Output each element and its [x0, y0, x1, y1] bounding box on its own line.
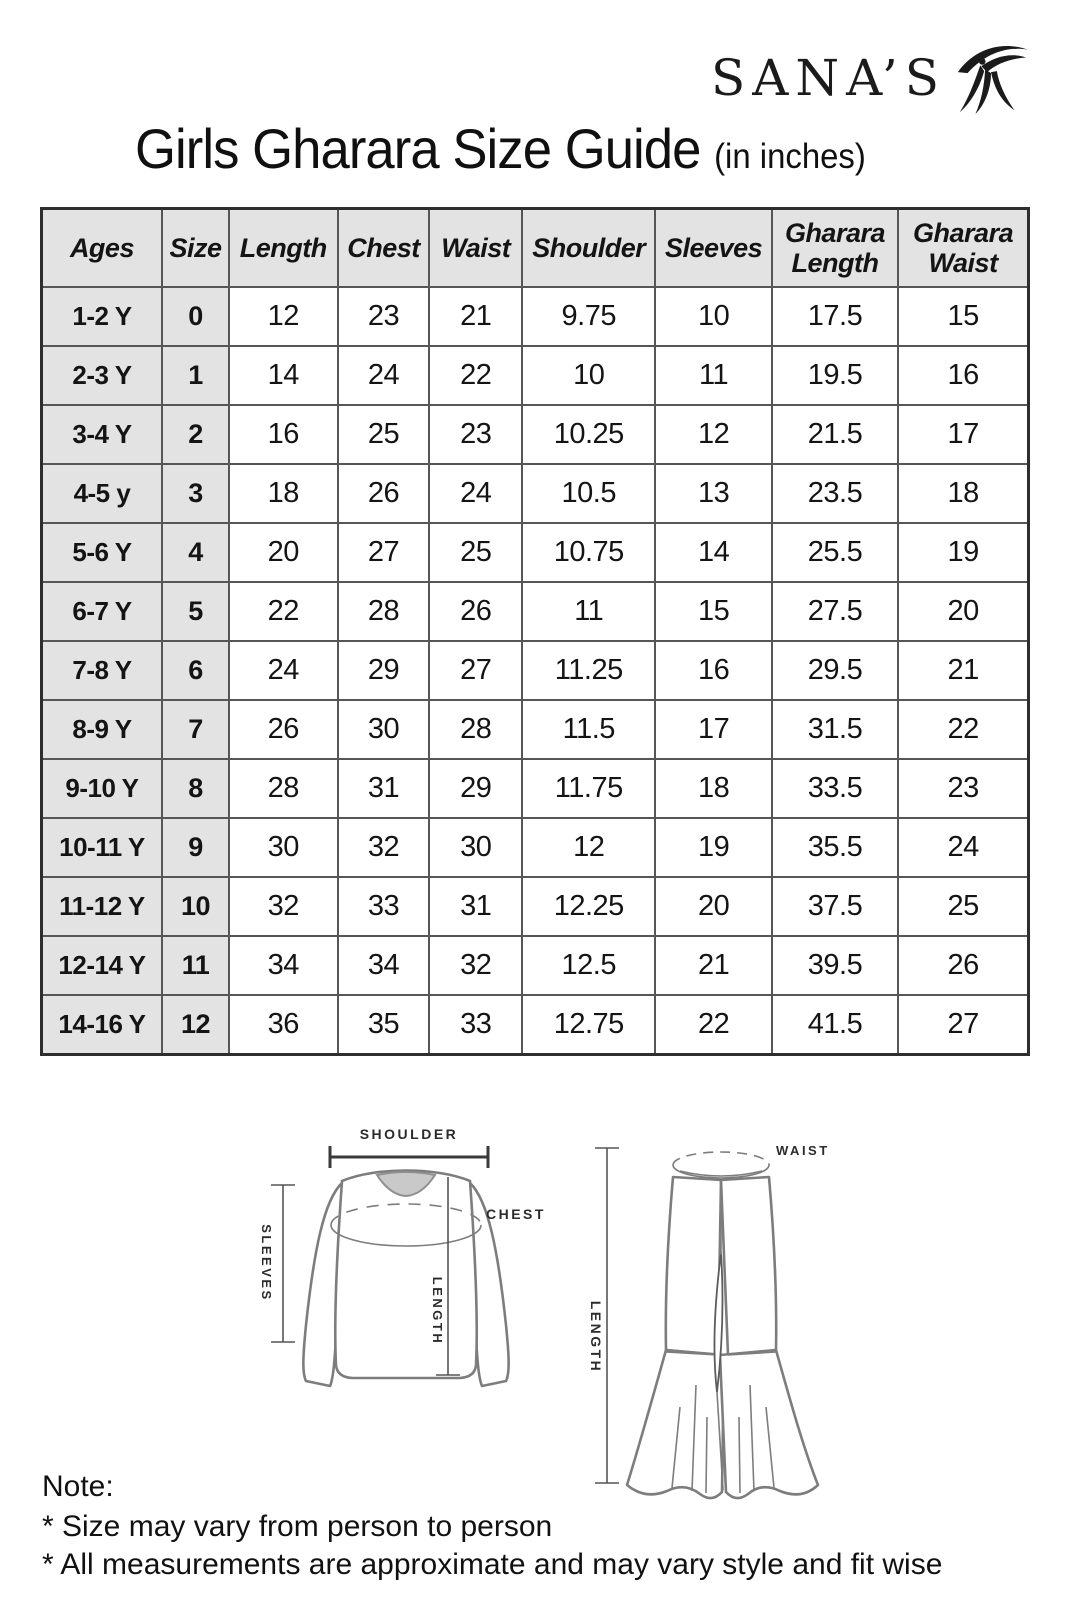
cell-gharara-length: 25.5	[772, 523, 898, 582]
cell-gharara-length: 19.5	[772, 346, 898, 405]
cell-waist: 23	[429, 405, 522, 464]
cell-waist: 21	[429, 287, 522, 346]
cell-waist: 31	[429, 877, 522, 936]
cell-waist: 27	[429, 641, 522, 700]
cell-chest: 28	[338, 582, 430, 641]
cell-gharara-length: 41.5	[772, 995, 898, 1055]
cell-length: 24	[229, 641, 338, 700]
table-row	[42, 405, 1029, 464]
cell-waist: 24	[429, 464, 522, 523]
cell-ages: 6-7 Y	[42, 582, 162, 641]
col-header-waist: Waist	[429, 209, 522, 288]
cell-sleeves: 15	[655, 582, 771, 641]
brand-logo	[711, 40, 1030, 116]
cell-waist: 22	[429, 346, 522, 405]
brand-name: SANA’S	[710, 49, 946, 107]
cell-gharara-waist: 23	[898, 759, 1028, 818]
col-header-shoulder: Shoulder	[522, 209, 655, 288]
cell-chest: 24	[338, 346, 430, 405]
cell-length: 12	[229, 287, 338, 346]
cell-gharara-length: 39.5	[772, 936, 898, 995]
cell-shoulder: 9.75	[522, 287, 655, 346]
cell-waist: 25	[429, 523, 522, 582]
cell-length: 26	[229, 700, 338, 759]
cell-size: 10	[162, 877, 229, 936]
cell-size: 5	[162, 582, 229, 641]
cell-sleeves: 21	[655, 936, 771, 995]
flowing-dress-figure-icon	[952, 40, 1030, 116]
shoulder-label: SHOULDER	[359, 1126, 459, 1142]
cell-gharara-length: 31.5	[772, 700, 898, 759]
table-row	[42, 995, 1029, 1055]
cell-chest: 30	[338, 700, 430, 759]
cell-chest: 32	[338, 818, 430, 877]
page-title-text: Girls Gharara Size Guide	[135, 117, 701, 180]
col-header-sleeves: Sleeves	[655, 209, 771, 288]
cell-ages: 5-6 Y	[42, 523, 162, 582]
cell-ages: 8-9 Y	[42, 700, 162, 759]
cell-sleeves: 12	[655, 405, 771, 464]
cell-shoulder: 10.25	[522, 405, 655, 464]
cell-length: 22	[229, 582, 338, 641]
gharara-waist-label: WAIST	[776, 1143, 830, 1158]
cell-waist: 29	[429, 759, 522, 818]
cell-shoulder: 11.25	[522, 641, 655, 700]
cell-gharara-length: 27.5	[772, 582, 898, 641]
top-length-label: LENGTH	[430, 1276, 445, 1346]
cell-size: 3	[162, 464, 229, 523]
cell-gharara-waist: 22	[898, 700, 1028, 759]
cell-shoulder: 10.75	[522, 523, 655, 582]
cell-length: 28	[229, 759, 338, 818]
chest-label: CHEST	[486, 1206, 546, 1222]
cell-sleeves: 20	[655, 877, 771, 936]
cell-size: 2	[162, 405, 229, 464]
cell-sleeves: 19	[655, 818, 771, 877]
cell-shoulder: 10.5	[522, 464, 655, 523]
cell-gharara-waist: 24	[898, 818, 1028, 877]
cell-gharara-waist: 19	[898, 523, 1028, 582]
cell-gharara-length: 35.5	[772, 818, 898, 877]
table-row	[42, 582, 1029, 641]
table-row	[42, 818, 1029, 877]
cell-shoulder: 12	[522, 818, 655, 877]
cell-sleeves: 13	[655, 464, 771, 523]
cell-gharara-waist: 15	[898, 287, 1028, 346]
cell-ages: 1-2 Y	[42, 287, 162, 346]
cell-gharara-waist: 25	[898, 877, 1028, 936]
col-header-chest: Chest	[338, 209, 430, 288]
cell-length: 34	[229, 936, 338, 995]
page-title-unit: (in inches)	[714, 137, 866, 176]
table-row	[42, 759, 1029, 818]
note-section	[42, 1468, 942, 1584]
cell-chest: 26	[338, 464, 430, 523]
cell-shoulder: 11.5	[522, 700, 655, 759]
table-row	[42, 641, 1029, 700]
cell-gharara-length: 17.5	[772, 287, 898, 346]
cell-waist: 26	[429, 582, 522, 641]
cell-gharara-length: 21.5	[772, 405, 898, 464]
cell-chest: 25	[338, 405, 430, 464]
cell-shoulder: 11	[522, 582, 655, 641]
cell-gharara-waist: 21	[898, 641, 1028, 700]
col-header-gharara-waist: Gharara Waist	[898, 209, 1028, 288]
cell-length: 14	[229, 346, 338, 405]
cell-length: 16	[229, 405, 338, 464]
table-row	[42, 287, 1029, 346]
table-row	[42, 877, 1029, 936]
cell-sleeves: 10	[655, 287, 771, 346]
cell-sleeves: 18	[655, 759, 771, 818]
cell-ages: 14-16 Y	[42, 995, 162, 1055]
cell-chest: 35	[338, 995, 430, 1055]
cell-gharara-length: 29.5	[772, 641, 898, 700]
cell-waist: 30	[429, 818, 522, 877]
header-row	[42, 209, 1029, 288]
col-header-gharara-length: Gharara Length	[772, 209, 898, 288]
note-line: * All measurements are approximate and may vary style and fit wise	[42, 1548, 943, 1581]
cell-length: 36	[229, 995, 338, 1055]
cell-chest: 34	[338, 936, 430, 995]
cell-ages: 2-3 Y	[42, 346, 162, 405]
note-line: * Size may vary from person to person	[42, 1510, 553, 1543]
cell-ages: 12-14 Y	[42, 936, 162, 995]
col-header-ages: Ages	[42, 209, 162, 288]
cell-size: 0	[162, 287, 229, 346]
cell-shoulder: 12.75	[522, 995, 655, 1055]
cell-size: 11	[162, 936, 229, 995]
sleeves-label: SLEEVES	[259, 1224, 274, 1302]
cell-ages: 10-11 Y	[42, 818, 162, 877]
cell-size: 1	[162, 346, 229, 405]
gharara-measurement-diagram	[550, 1085, 880, 1505]
cell-chest: 33	[338, 877, 430, 936]
cell-length: 20	[229, 523, 338, 582]
size-table	[40, 207, 1030, 1056]
cell-waist: 28	[429, 700, 522, 759]
cell-sleeves: 16	[655, 641, 771, 700]
cell-waist: 33	[429, 995, 522, 1055]
cell-ages: 3-4 Y	[42, 405, 162, 464]
cell-gharara-waist: 16	[898, 346, 1028, 405]
cell-length: 30	[229, 818, 338, 877]
cell-chest: 27	[338, 523, 430, 582]
cell-chest: 29	[338, 641, 430, 700]
table-row	[42, 346, 1029, 405]
cell-sleeves: 17	[655, 700, 771, 759]
table-row	[42, 464, 1029, 523]
cell-gharara-waist: 27	[898, 995, 1028, 1055]
cell-ages: 7-8 Y	[42, 641, 162, 700]
cell-gharara-length: 37.5	[772, 877, 898, 936]
cell-chest: 31	[338, 759, 430, 818]
cell-size: 8	[162, 759, 229, 818]
cell-gharara-waist: 26	[898, 936, 1028, 995]
cell-length: 32	[229, 877, 338, 936]
cell-gharara-waist: 20	[898, 582, 1028, 641]
cell-sleeves: 11	[655, 346, 771, 405]
col-header-length: Length	[229, 209, 338, 288]
cell-shoulder: 10	[522, 346, 655, 405]
kurta-measurement-diagram	[230, 1085, 560, 1405]
gharara-length-label: LENGTH	[588, 1300, 604, 1374]
page-title	[135, 116, 866, 181]
cell-shoulder: 12.5	[522, 936, 655, 995]
table-row	[42, 936, 1029, 995]
cell-gharara-length: 23.5	[772, 464, 898, 523]
cell-gharara-waist: 17	[898, 405, 1028, 464]
col-header-size: Size	[162, 209, 229, 288]
note-heading: Note:	[42, 1470, 114, 1503]
cell-gharara-length: 33.5	[772, 759, 898, 818]
cell-ages: 4-5 y	[42, 464, 162, 523]
cell-shoulder: 11.75	[522, 759, 655, 818]
cell-size: 6	[162, 641, 229, 700]
cell-sleeves: 22	[655, 995, 771, 1055]
cell-ages: 11-12 Y	[42, 877, 162, 936]
cell-length: 18	[229, 464, 338, 523]
cell-size: 12	[162, 995, 229, 1055]
cell-ages: 9-10 Y	[42, 759, 162, 818]
table-row	[42, 523, 1029, 582]
cell-gharara-waist: 18	[898, 464, 1028, 523]
cell-waist: 32	[429, 936, 522, 995]
cell-shoulder: 12.25	[522, 877, 655, 936]
cell-size: 7	[162, 700, 229, 759]
cell-chest: 23	[338, 287, 430, 346]
table-row	[42, 700, 1029, 759]
cell-size: 4	[162, 523, 229, 582]
cell-sleeves: 14	[655, 523, 771, 582]
cell-size: 9	[162, 818, 229, 877]
